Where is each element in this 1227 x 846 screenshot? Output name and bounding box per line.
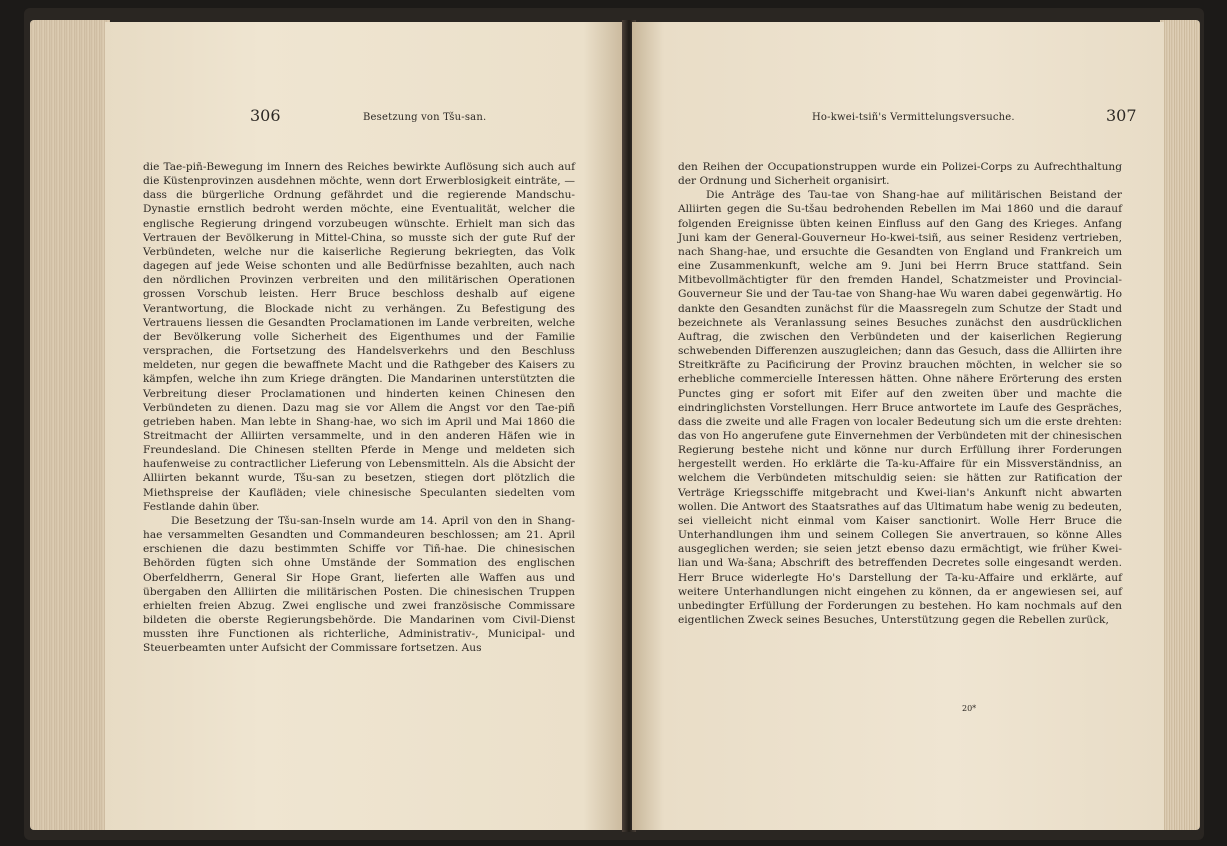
left-paragraph-2: Die Besetzung der Tšu-san-Inseln wurde am 14. April von den in Shang-hae versammelten Gesandten und Commandeuren beschlossen; am 21. April erschienen die dazu bestimmten Schiffe vor Tiñ-hae. Die chinesischen Behörden fügten sich ohne Umstände der Sommation des englischen Oberfeldherrn, General Sir Hope Grant, lieferten alle Waffen aus und übergaben den Alliirten die militärischen Posten. Die chinesischen Truppen erhielten freien Abzug. Zwei englische und zwei französische Commissare bildeten die oberste Regierungsbehörde. Die Mandarinen vom Civil-Dienst mussten ihre Functionen als richterliche, Administrativ-, Municipal- und Steuerbeamten unter Aufsicht der Commissare fortsetzen. Aus (143, 514, 575, 655)
left-paragraph-1: die Tae-piñ-Bewegung im Innern des Reiches bewirkte Auflösung sich auch auf die Küstenprovinzen ausdehnen möchte, wenn dort Erwerblosigkeit einträte, — dass die bürgerliche Ordnung gefährdet und die regierende Mandschu-Dynastie ernstlich bedroht werden möchte, eine Eventualität, welcher die englische Regierung dringend vorzubeugen wünschte. Erhielt man sich das Vertrauen der Bevölkerung in Mittel-China, so musste sich der gute Ruf der Verbündeten, welche nur die kaiserliche Regierung bekriegten, das Volk dagegen auf jede Weise schonten und alle Bedürfnisse bezahlten, auch nach den nördlichen Provinzen verbreiten und den militärischen Operationen grossen Vorschub leisten. Herr Bruce beschloss deshalb auf eigene Verantwortung, die Blockade nicht zu verhängen. Zu Befestigung des Vertrauens liessen die Gesandten Proclamationen im Lande verbreiten, welche der Bevölkerung volle Sicherheit des Eigenthumes und der Familie versprachen, die Fortsetzung des Handelsverkehrs und den Beschluss meldeten, nur gegen die bewaffnete Macht und die Rathgeber des Kaisers zu kämpfen, welche ihn zum Kriege drängten. Die Mandarinen unterstützten die Verbreitung dieser Proclamationen und hinderten keinen Chinesen den Verbündeten zu dienen. Dazu mag sie vor Allem die Angst vor den Tae-piñ getrieben haben. Man lebte in Shang-hae, wo sich im April und Mai 1860 die Streitmacht der Alliirten versammelte, und in den anderen Häfen wie in Freundesland. Die Chinesen stellten Pferde in Menge und meldeten sich haufenweise zu contractlicher Lieferung von Lebensmitteln. Als die Absicht der Alliirten bekannt wurde, Tšu-san zu besetzen, stiegen dort plötzlich die Miethspreise der Kaufläden; viele chinesische Speculanten siedelten vom Festlande dahin über. (143, 161, 575, 513)
left-page-number: 306 (250, 106, 281, 125)
page-edges-right (1160, 20, 1200, 830)
right-paragraph-1: den Reihen der Occupationstruppen wurde ein Polizei-Corps zu Aufrechthaltung der Ordnung und Sicherheit organisirt. (678, 161, 1122, 188)
left-page (105, 22, 625, 830)
right-page (632, 22, 1164, 830)
right-page-number: 307 (1106, 106, 1137, 125)
right-paragraph-2: Die Anträge des Tau-tae von Shang-hae auf militärischen Beistand der Alliirten gegen die Su-tšau bedrohenden Rebellen im Mai 1860 und die darauf folgenden Ereignisse übten keinen Einfluss auf den Gang des Krieges. Anfang Juni kam der General-Gouverneur Ho-kwei-tsiñ, aus seiner Residenz vertrieben, nach Shang-hae, und ersuchte die Gesandten von England und Frankreich um eine Zusammenkunft, welche am 9. Juni bei Herrn Bruce stattfand. Sein Mitbevollmächtigter für den fremden Handel, Schatzmeister und Provincial-Gouverneur Sie und der Tau-tae von Shang-hae Wu waren dabei gegenwärtig. Ho dankte den Gesandten zunächst für die Maassregeln zum Schutze der Stadt und bezeichnete als Veranlassung seines Besuches zunächst den ausdrücklichen Auftrag, die zwischen den Verbündeten und der kaiserlichen Regierung schwebenden Differenzen auszugleichen; dann das Gesuch, dass die Alliirten ihre Streitkräfte zu Pacificirung der Provinz brauchen möchten, in welcher sie so erhebliche commercielle Interessen hätten. Ohne nähere Erörterung des ersten Punctes ging er sofort mit Eifer auf den zweiten über und machte die eindringlichsten Vorstellungen. Herr Bruce antwortete im Laufe des Gespräches, dass die zweite und alle Fragen von localer Bedeutung sich um die erste drehten: das von Ho angerufene gute Einvernehmen der Verbündeten mit der chinesischen Regierung bestehe nicht und könne nur durch Erfüllung ihrer Forderungen hergestellt werden. Ho erklärte die Ta-ku-Affaire für ein Missverständniss, an welchem die Verbündeten mitschuldig seien: sie hätten zur Ratification der Verträge Kriegsschiffe mitgebracht und Kwei-lian's Ankunft nicht abwarten wollen. Die Antwort des Staatsrathes auf das Ultimatum habe wenig zu bedeuten, sei vielleicht nicht einmal vom Kaiser sanctionirt. Wolle Herr Bruce die Unterhandlungen ihm und seinem Collegen Sie anvertrauen, so könne Alles ausgeglichen werden; sie seien jetzt ebenso dazu ermächtigt, wie früher Kwei-lian und Wa-šana; Abschrift des betreffenden Decretes solle eingesandt werden. Herr Bruce widerlegte Ho's Darstellung der Ta-ku-Affaire und erklärte, auf weitere Unterhandlungen nicht eingehen zu können, da er angewiesen sei, auf unbedingter Erfüllung der Forderungen zu bestehen. Ho kam nochmals auf den eigentlichen Zweck seines Besuches, Unterstützung gegen die Rebellen zurück, (678, 189, 1122, 626)
page-edges-left (30, 20, 110, 830)
signature-mark: 20* (962, 704, 977, 713)
right-running-head: Ho-kwei-tsiñ's Vermittelungsversuche. (812, 112, 1015, 123)
right-body-text (678, 160, 1122, 627)
left-running-head: Besetzung von Tšu-san. (363, 112, 487, 123)
left-body-text (143, 160, 575, 655)
